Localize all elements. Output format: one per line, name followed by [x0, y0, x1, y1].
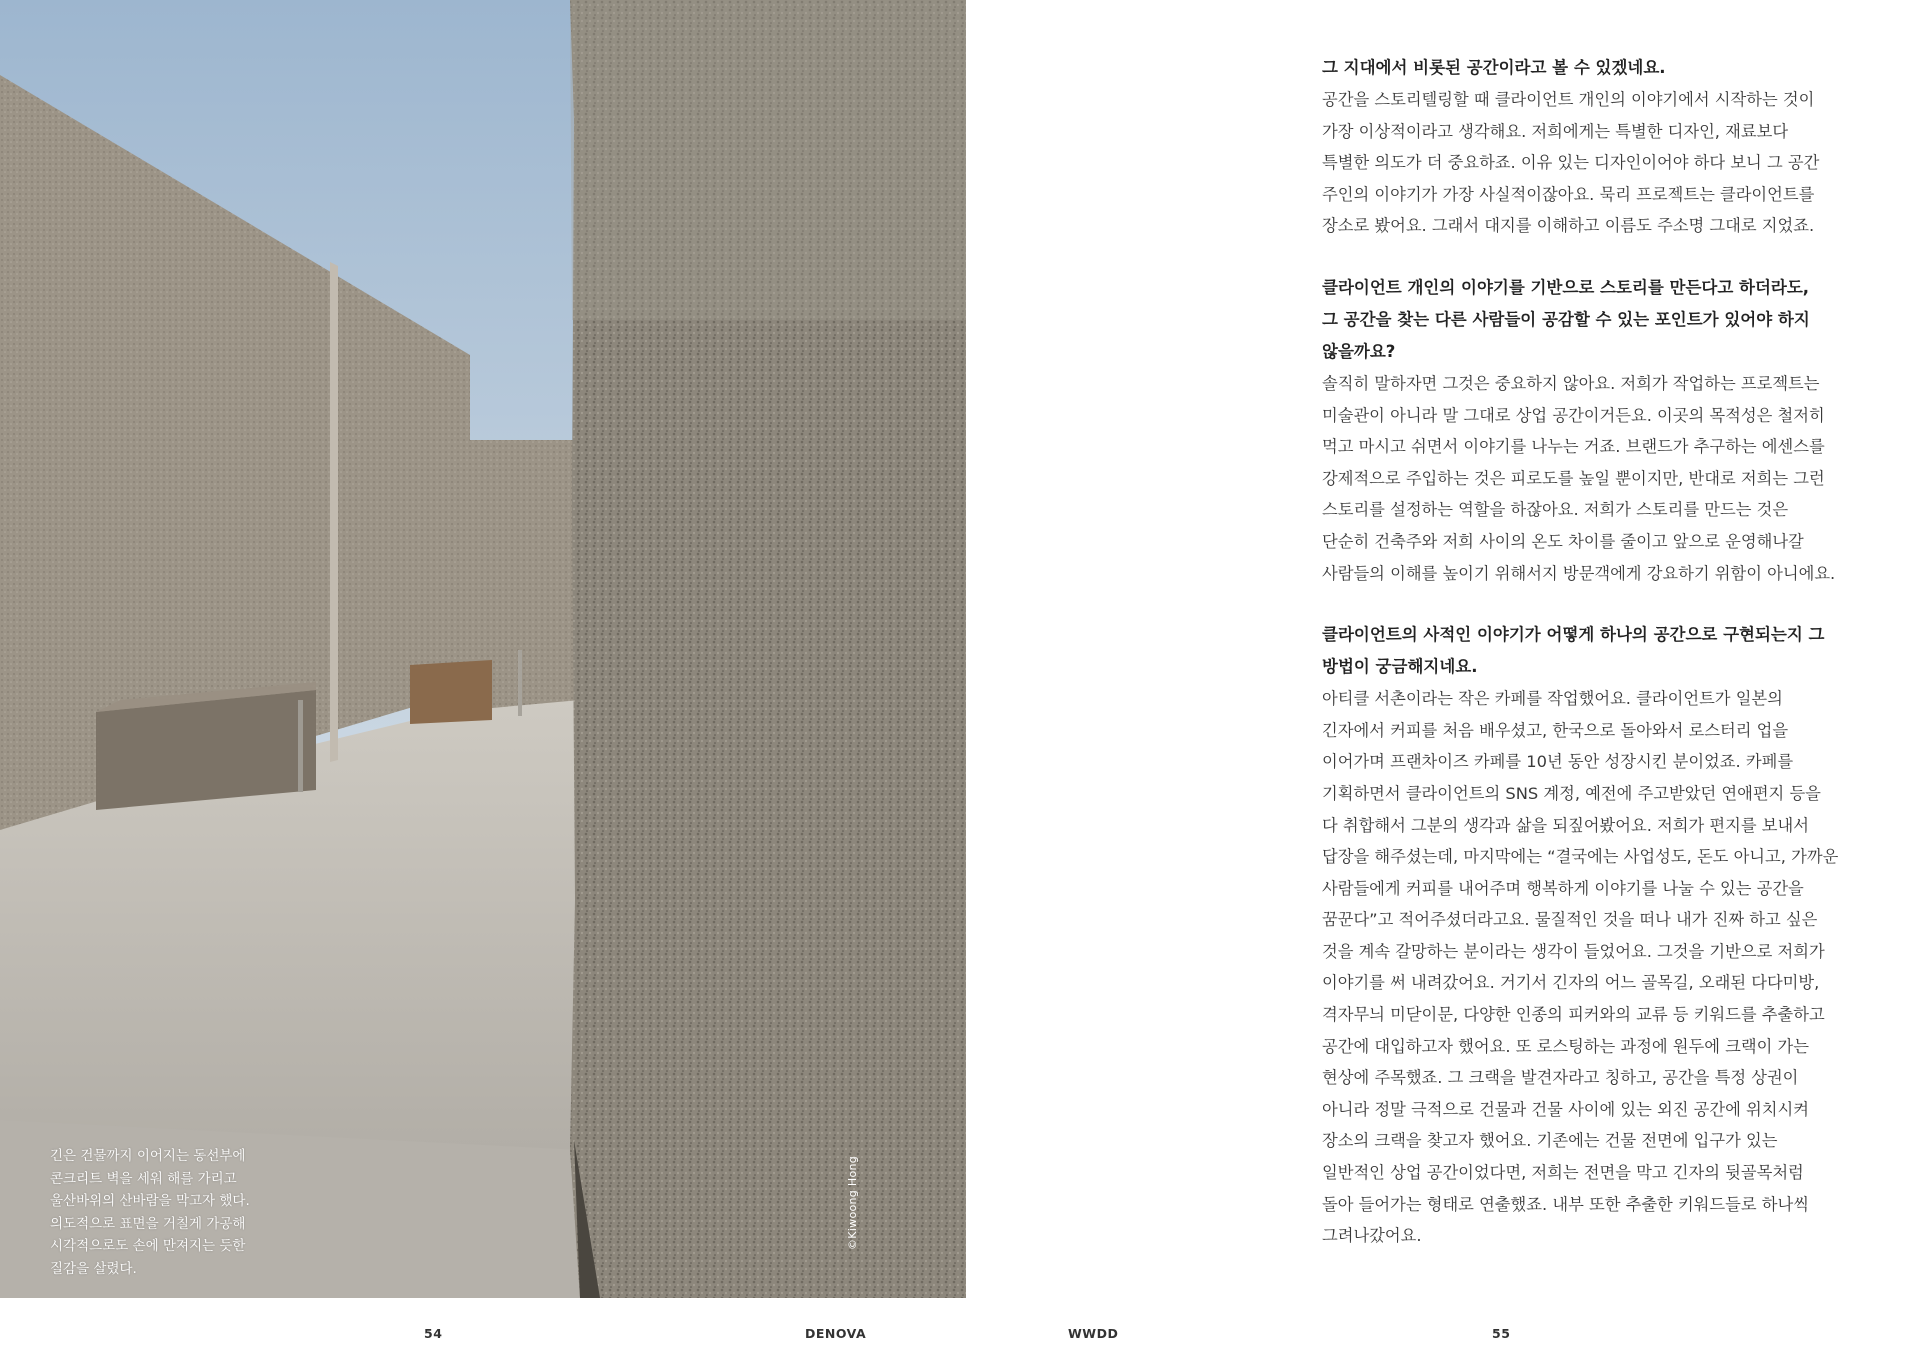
answer-line: 사람들에게 커피를 내어주며 행복하게 이야기를 나눌 수 있는 공간을	[1322, 878, 1804, 898]
interview-answer	[1322, 683, 1882, 1252]
answer-line: 스토리를 설정하는 역할을 하잖아요. 저희가 스토리를 만드는 것은	[1322, 500, 1789, 520]
photo-credit: ©Kiwoong Hong	[846, 1155, 859, 1250]
answer-line: 다 취합해서 그분의 생각과 삶을 되짚어봤어요. 저희가 편지를 보내서	[1322, 815, 1809, 835]
caption-line: 의도적으로 표면을 거칠게 가공해	[50, 1215, 246, 1232]
answer-line: 장소의 크랙을 찾고자 했어요. 기존에는 건물 전면에 입구가 있는	[1322, 1131, 1778, 1151]
question-line: 클라이언트의 사적인 이야기가 어떻게 하나의 공간으로 구현되는지 그	[1322, 625, 1825, 645]
caption-line: 긴은 건물까지 이어지는 동선부에	[50, 1148, 246, 1164]
answer-line: 답장을 해주셨는데, 마지막에는 “결국에는 사업성도, 돈도 아니고, 가까운	[1322, 847, 1839, 867]
interview-article	[1322, 52, 1882, 1282]
caption-line: 시각적으로도 손에 만져지는 듯한	[50, 1238, 246, 1254]
caption-line: 질감을 살렸다.	[50, 1260, 137, 1277]
answer-line: 꿈꾼다”고 적어주셨더라고요. 물질적인 것을 떠나 내가 진짜 하고 싶은	[1322, 910, 1818, 930]
caption-line: 울산바위의 산바람을 막고자 했다.	[50, 1193, 250, 1209]
question-line: 방법이 궁금해지네요.	[1322, 657, 1478, 677]
left-page-number: 54	[424, 1326, 443, 1341]
answer-line: 주인의 이야기가 가장 사실적이잖아요. 묵리 프로젝트는 클라이언트를	[1322, 184, 1815, 204]
answer-line: 일반적인 상업 공간이었다면, 저희는 전면을 막고 긴자의 뒷골목처럼	[1322, 1163, 1804, 1183]
question-line: 그 공간을 찾는 다른 사람들이 공감할 수 있는 포인트가 있어야 하지	[1322, 309, 1810, 329]
answer-line: 현상에 주목했죠. 그 크랙을 발견자라고 칭하고, 공간을 특정 상권이	[1322, 1068, 1799, 1088]
answer-line: 사람들의 이해를 높이기 위해서지 방문객에게 강요하기 위함이 아니에요.	[1322, 563, 1836, 583]
answer-line: 것을 계속 갈망하는 분이라는 생각이 들었어요. 그것을 기반으로 저희가	[1322, 941, 1825, 961]
answer-line: 아티클 서촌이라는 작은 카페를 작업했어요. 클라이언트가 일본의	[1322, 689, 1783, 709]
interview-question	[1322, 619, 1882, 683]
caption-line: 콘크리트 벽을 세워 해를 가리고	[50, 1170, 237, 1187]
answer-line: 긴자에서 커피를 처음 배우셨고, 한국으로 돌아와서 로스터리 업을	[1322, 720, 1789, 740]
photo-spread-image	[0, 0, 966, 1298]
interview-answer	[1322, 84, 1882, 242]
answer-line: 돌아 들어가는 형태로 연출했죠. 내부 또한 추출한 키워드들로 하나씩	[1322, 1194, 1809, 1214]
answer-line: 가장 이상적이라고 생각해요. 저희에게는 특별한 디자인, 재료보다	[1322, 121, 1789, 141]
concrete-courtyard-photo	[0, 0, 966, 1298]
qa-block	[1322, 272, 1882, 589]
answer-line: 이야기를 써 내려갔어요. 거기서 긴자의 어느 골목길, 오래된 다다미방,	[1322, 973, 1820, 993]
answer-line: 강제적으로 주입하는 것은 피로도를 높일 뿐이지만, 반대로 저희는 그런	[1322, 468, 1825, 488]
answer-line: 격자무늬 미닫이문, 다양한 인종의 피커와의 교류 등 키워드를 추출하고	[1322, 1005, 1825, 1025]
interview-answer	[1322, 368, 1882, 589]
answer-line: 장소로 봤어요. 그래서 대지를 이해하고 이름도 주소명 그대로 지었죠.	[1322, 216, 1815, 236]
answer-line: 미술관이 아니라 말 그대로 상업 공간이거든요. 이곳의 목적성은 철저히	[1322, 405, 1825, 425]
question-line: 않을까요?	[1322, 341, 1396, 361]
answer-line: 아니라 정말 극적으로 건물과 건물 사이에 있는 외진 공간에 위치시켜	[1322, 1099, 1809, 1119]
answer-line: 기획하면서 클라이언트의 SNS 계정, 예전에 주고받았던 연애편지 등을	[1322, 783, 1821, 803]
answer-line: 특별한 의도가 더 중요하죠. 이유 있는 디자인이어야 하다 보니 그 공간	[1322, 153, 1820, 173]
right-page-number: 55	[1492, 1326, 1511, 1341]
question-line: 그 지대에서 비롯된 공간이라고 볼 수 있겠네요.	[1322, 58, 1666, 77]
answer-line: 단순히 건축주와 저희 사이의 온도 차이를 줄이고 앞으로 운영해나갈	[1322, 531, 1804, 551]
interview-question	[1322, 272, 1882, 368]
answer-line: 그려나갔어요.	[1322, 1226, 1422, 1246]
answer-line: 솔직히 말하자면 그것은 중요하지 않아요. 저희가 작업하는 프로젝트는	[1322, 373, 1820, 393]
answer-line: 공간에 대입하고자 했어요. 또 로스팅하는 과정에 원두에 크랙이 가는	[1322, 1036, 1809, 1056]
qa-block	[1322, 619, 1882, 1252]
answer-line: 이어가며 프랜차이즈 카페를 10년 동안 성장시킨 분이었죠. 카페를	[1322, 752, 1794, 772]
interview-question	[1322, 52, 1882, 84]
photo-caption	[50, 1145, 290, 1280]
magazine-name: DENOVA	[805, 1326, 867, 1341]
answer-line: 공간을 스토리텔링할 때 클라이언트 개인의 이야기에서 시작하는 것이	[1322, 90, 1815, 109]
answer-line: 먹고 마시고 쉬면서 이야기를 나누는 거죠. 브랜드가 추구하는 에센스를	[1322, 437, 1825, 457]
section-name: WWDD	[1068, 1326, 1119, 1341]
qa-block	[1322, 52, 1882, 242]
question-line: 클라이언트 개인의 이야기를 기반으로 스토리를 만든다고 하더라도,	[1322, 277, 1810, 297]
